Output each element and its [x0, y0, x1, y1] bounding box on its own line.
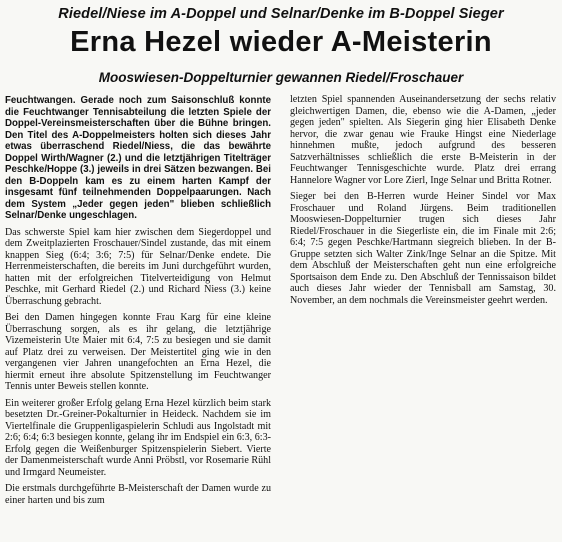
right-text-column: [290, 94, 556, 311]
body-paragraph: Ein weiterer großer Erfolg gelang Erna Hezel kürzlich beim stark besetzten Dr.-Greiner-Pokalturnier in Heideck. Nachdem sie im Viertelfinale die Gruppenligaspielerin Schludi aus Ingolstadt mit 2:6; 6:4; 6:3 besiegen konnte, gelang ihr im Endspiel ein 6:3, 6:3-Erfolg gegen die Weißenburger Spitzenspielerin Siebert. Vierte der Damenmeisterschaft wurde Anni Pröbstl, vor Rosemarie Rühl und Irmgard Neumeister.: [5, 397, 271, 478]
article-kicker: Riedel/Niese im A-Doppel und Selnar/Denke im B-Doppel Sieger: [58, 6, 504, 22]
intro-paragraph: Feuchtwangen. Gerade noch zum Saisonschluß konnte die Feuchtwanger Tennisabteilung die letzten Spiele der Doppel-Vereinsmeisterschaften über die Bühne bringen. Den Titel des A-Doppelmeisters holten sich dieses Jahr etwas überraschend Riedel/Niess, die das bewährte Doppel Wirth/Wagner (2.) und die letztjährigen Titelträger Peschke/Hoppe (3.) jeweils in drei Sätzen bezwangen. Bei den B-Doppeln kam es zu einem harten Kampf der insgesamt fünf teilnehmenden Doppelpaarungen. Nach dem System „Jeder gegen jeden" blieben schließlich Selnar/Denke ungeschlagen.: [5, 95, 271, 221]
body-paragraph: letzten Spiel spannenden Auseinandersetzung der sechs relativ gleichwertigen Damen, die, ebenso wie die A-Damen, „jeder gegen jeden" spielten. Als Siegerin ging hier Elisabeth Denke hervor, die zwar genau wie Frauke Hingst eine Niederlage hinnehmen mußte, jedoch aufgrund des besseren Satzverhältnisses schließlich die erste B-Meisterin in der Feuchtwanger Tennisgeschichte wurde. Platz drei errang Hannelore Wagner vor Lore Zierl, Inge Selnar und Britta Rotner.: [290, 94, 556, 186]
body-paragraph: Das schwerste Spiel kam hier zwischen dem Siegerdoppel und dem Zweitplazierten Froschauer/Sindel zustande, das mit einem knappen Sieg (6:4; 3:6; 7:5) für Selnar/Denke endete. Die Herrenmeisterschaften, die bereits im Juni durchgeführt wurden, hatten mit der erfolgreichen Titelverteidigung von Helmut Peschke, mit Gerhard Riedel (2.) und Richard Niess (3.) keine Überraschung gebracht.: [5, 226, 271, 307]
article-headline: Erna Hezel wieder A-Meisterin: [70, 26, 492, 58]
left-text-column: [5, 95, 271, 506]
body-paragraph: Die erstmals durchgeführte B-Meisterschaft der Damen wurde zu einer harten und bis zum: [5, 483, 271, 506]
article-subheadline: Mooswiesen-Doppelturnier gewannen Riedel/Froschauer: [98, 70, 464, 85]
body-paragraph: Sieger bei den B-Herren wurde Heiner Sindel vor Max Froschauer und Roland Jürgens. Beim traditionellen Mooswiesen-Doppelturnier trugen sich dieses Jahr Riedel/Froschauer in die Siegerliste ein, die im Finale mit 2:6; 6:4; 7:5 gegen Peschke/Hartmann siegreich blieben. In der B-Gruppe setzten sich Walter Zink/Inge Selnar an die Spitze. Mit dem Abschluß der Meisterschaften geht nun eine erfolgreiche Sportsaison dem Ende zu. Den Abschluß der Tennissaison bildet auch dieses Jahr wieder der Tennisball am Samstag, 30. November, an dem nochmals die Vereinsmeister geehrt werden.: [290, 191, 556, 306]
body-paragraph: Bei den Damen hingegen konnte Frau Karg für eine kleine Überraschung sorgen, als es ihr gelang, die letztjährige Vizemeisterin Ute Maier mit 6:4, 7:5 zu besiegen und sie damit auf Platz drei zu verweisen. Der Meistertitel ging wie in den vergangenen vier Jahren unangefochten an Erna Hezel, die hiermit erneut ihre absolute Spitzenstellung im Feuchtwanger Tennis unter Beweis stellen konnte.: [5, 312, 271, 392]
